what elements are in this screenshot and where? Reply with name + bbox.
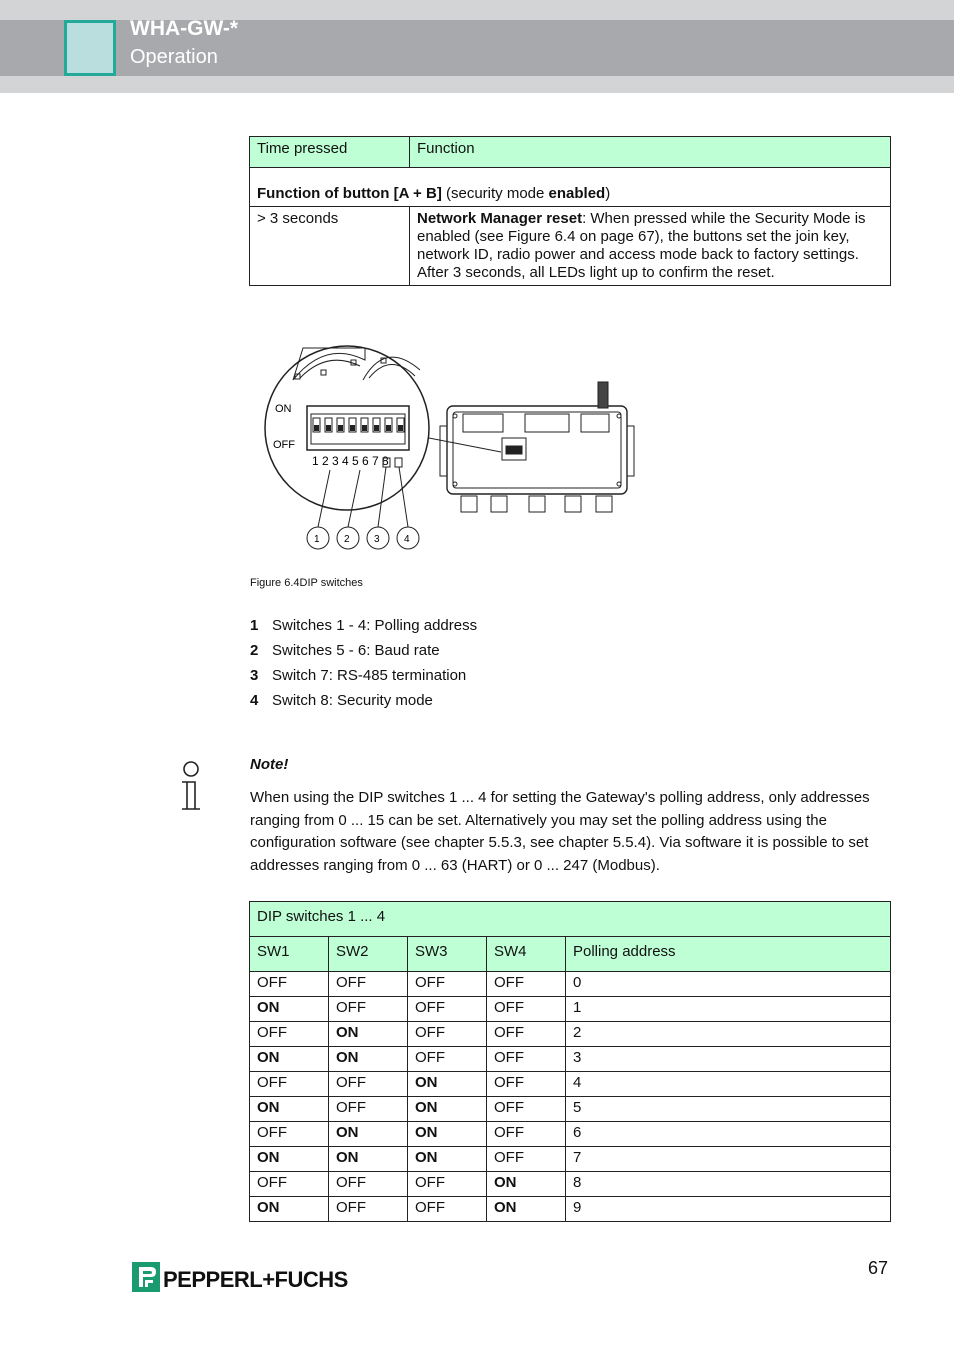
switch-cell: OFF [408, 1047, 487, 1072]
section-bold-2: enabled [548, 185, 606, 202]
table-row [250, 997, 891, 1022]
switch-cell: ON [250, 1197, 329, 1222]
callout-3: 3 [374, 534, 380, 545]
switch-cell: OFF [408, 1197, 487, 1222]
info-icon [178, 760, 204, 812]
row-time: > 3 seconds [250, 207, 410, 286]
switch-cell: OFF [250, 972, 329, 997]
table-row [250, 972, 891, 997]
dip-header-sw1: SW1 [250, 937, 329, 972]
switch-cell: OFF [250, 1022, 329, 1047]
address-cell: 4 [566, 1072, 891, 1097]
col-header-time: Time pressed [250, 137, 410, 168]
col-header-function: Function [410, 137, 891, 168]
table-row [250, 1172, 891, 1197]
address-cell: 0 [566, 972, 891, 997]
switch-cell: OFF [329, 997, 408, 1022]
switch-cell: ON [329, 1022, 408, 1047]
table-row [250, 1122, 891, 1147]
switch-cell: OFF [487, 972, 566, 997]
page-title: WHA-GW-* [130, 17, 239, 40]
dip-header-sw3: SW3 [408, 937, 487, 972]
switch-cell: OFF [487, 1047, 566, 1072]
page-subtitle: Operation [130, 46, 218, 68]
page-number: 67 [868, 1258, 889, 1278]
switch-cell: OFF [487, 1072, 566, 1097]
button-function-table [249, 136, 891, 286]
dip-header-sw4: SW4 [487, 937, 566, 972]
switch-cell: ON [250, 1097, 329, 1122]
dip-table-title: DIP switches 1 ... 4 [250, 902, 891, 937]
section-end: ) [605, 185, 611, 202]
legend-num: 1 [250, 617, 259, 634]
on-label: ON [275, 403, 292, 415]
note-body: When using the DIP switches 1 ... 4 for setting the Gateway's polling address, only addresses ranging from 0 ... 15 can be set. Alternatively you may set the polling address using the configuration software (see chapter 5.5.3, see chapter 5.5.4). Via software it is possible to set addresses ranging from 0 ... 63 (HART) or 0 ... 247 (Modbus). [250, 789, 870, 875]
row-function [410, 207, 891, 286]
header-bottom-band [0, 76, 954, 93]
address-cell: 1 [566, 997, 891, 1022]
switch-cell: OFF [329, 1197, 408, 1222]
legend-item [250, 667, 477, 692]
table-row [250, 1047, 891, 1072]
legend-text: Switches 1 - 4: Polling address [272, 617, 478, 634]
switch-cell: OFF [487, 1122, 566, 1147]
switch-cell: OFF [329, 1097, 408, 1122]
callout-2: 2 [344, 534, 350, 545]
switch-cell: OFF [487, 1147, 566, 1172]
switch-cell: ON [329, 1147, 408, 1172]
section-bold-1: Function of button [A + B] [257, 185, 442, 202]
switch-cell: ON [408, 1072, 487, 1097]
switch-cell: ON [487, 1197, 566, 1222]
dip-header-address: Polling address [566, 937, 891, 972]
table-row [250, 1072, 891, 1097]
switch-cell: OFF [250, 1172, 329, 1197]
table-row [250, 1197, 891, 1222]
switch-cell: ON [250, 1047, 329, 1072]
dip-table-body [250, 972, 891, 1222]
address-cell: 6 [566, 1122, 891, 1147]
switch-cell: OFF [408, 972, 487, 997]
switch-cell: OFF [250, 1122, 329, 1147]
legend-text: Switch 8: Security mode [272, 692, 433, 709]
row-function-text: : When pressed while the Security Mode is enabled (see Figure 6.4 on page 67), the buttons set the join key, network ID, radio power and access mode back to factory settings. [417, 210, 866, 263]
callout-4: 4 [404, 534, 410, 545]
legend-num: 4 [250, 692, 259, 709]
switch-cell: OFF [329, 1072, 408, 1097]
switch-cell: OFF [329, 972, 408, 997]
switch-cell: OFF [487, 997, 566, 1022]
dip-header-sw2: SW2 [329, 937, 408, 972]
switch-cell: ON [487, 1172, 566, 1197]
figure-caption: Figure 6.4DIP switches [250, 577, 363, 589]
switch-cell: ON [408, 1122, 487, 1147]
legend-item [250, 642, 477, 667]
address-cell: 5 [566, 1097, 891, 1122]
address-cell: 3 [566, 1047, 891, 1072]
switch-cell: OFF [487, 1022, 566, 1047]
legend-text: Switches 5 - 6: Baud rate [272, 642, 440, 659]
switch-cell: ON [408, 1097, 487, 1122]
legend-num: 3 [250, 667, 259, 684]
table-row [250, 1097, 891, 1122]
section-mid: (security mode [441, 185, 549, 202]
switch-cell: OFF [250, 1072, 329, 1097]
brand-logo-icon [132, 1262, 160, 1292]
switch-cell: OFF [408, 1172, 487, 1197]
off-label: OFF [273, 439, 295, 451]
section-row [250, 168, 891, 207]
switch-cell: OFF [408, 997, 487, 1022]
switch-cell: ON [408, 1147, 487, 1172]
dip-switch-table [249, 901, 891, 1222]
switch-cell: ON [250, 997, 329, 1022]
dip-switch-figure [255, 340, 635, 555]
switch-cell: OFF [329, 1172, 408, 1197]
row-function-bold: Network Manager reset [417, 210, 583, 227]
switch-cell: ON [329, 1047, 408, 1072]
row-function-text2: After 3 seconds, all LEDs light up to confirm the reset. [417, 264, 775, 281]
brand-name: PEPPERL+FUCHS [163, 1267, 348, 1292]
legend-item [250, 617, 477, 642]
figure-legend [250, 617, 477, 717]
switch-numbers: 1 2 3 4 5 6 7 8 [312, 454, 389, 468]
address-cell: 8 [566, 1172, 891, 1197]
address-cell: 2 [566, 1022, 891, 1047]
table-row [250, 1147, 891, 1172]
callout-1: 1 [314, 534, 320, 545]
switch-cell: ON [329, 1122, 408, 1147]
dip-slots [313, 418, 404, 432]
switch-cell: OFF [487, 1097, 566, 1122]
header-logo-square [64, 20, 116, 76]
legend-text: Switch 7: RS-485 termination [272, 667, 467, 684]
gateway-housing [440, 382, 634, 512]
note-title: Note! [250, 756, 289, 773]
switch-cell: ON [250, 1147, 329, 1172]
legend-item [250, 692, 477, 717]
switch-cell: OFF [408, 1022, 487, 1047]
address-cell: 9 [566, 1197, 891, 1222]
table-row [250, 1022, 891, 1047]
address-cell: 7 [566, 1147, 891, 1172]
legend-num: 2 [250, 642, 259, 659]
